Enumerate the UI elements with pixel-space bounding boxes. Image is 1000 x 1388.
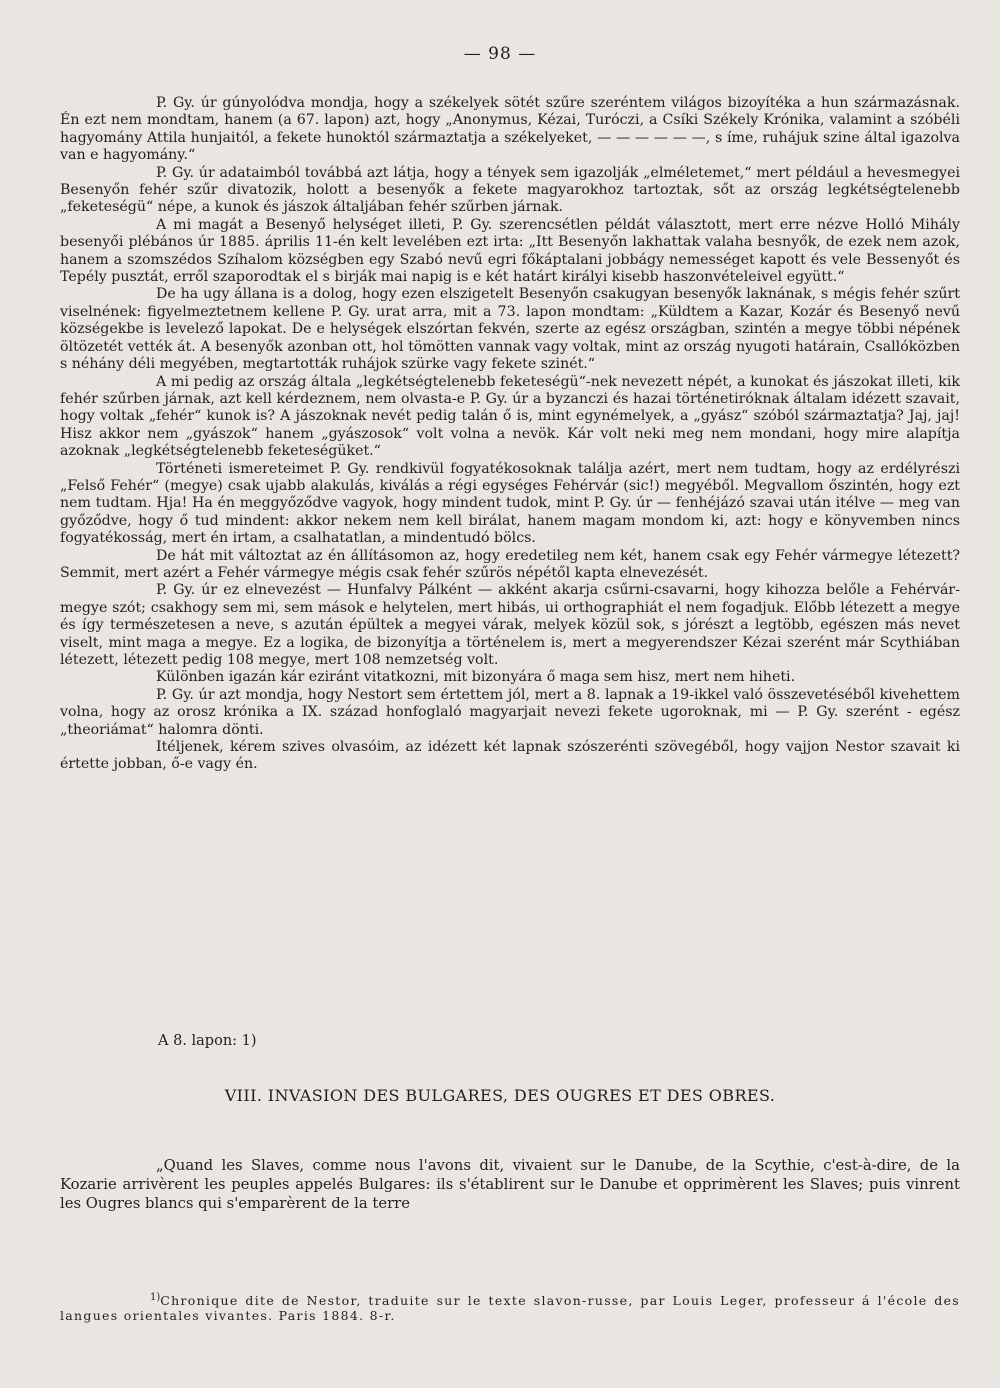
paragraph: P. Gy. úr azt mondja, hogy Nestort sem értettem jól, mert a 8. lapnak a 19-ikkel való összevetéséből kivehettem volna, hogy az orosz krónika a IX. század honfoglaló magyarjait nevezi fekete ugoroknak, mi — P. Gy. szerént - egész „theoriámat“ halomra dönti. (60, 686, 960, 738)
paragraph: P. Gy. úr ez elnevezést — Hunfalvy Pálként — akként akarja csűrni-csavarni, hogy kihozza belőle a Fehérvár-megye szót; csakhogy sem mi, sem mások e helytelen, mert hibás, ui orthographiát el nem fogadjuk. Előbb létezett a megye és így természetesen a neve, s azután épültek a megyei várak, melyek közül sok, s jórészt a legtöbb, egészen más nevet viselt, mint maga a megye. Ez a logika, de bizonyítja a történelem is, mert a megyerendszer Kézai szerént már Scythiában létezett, létezett pedig 108 megye, mert 108 nemzetség volt. (60, 582, 960, 668)
paragraph: De ha ugy állana is a dolog, hogy ezen elszigetelt Besenyőn csakugyan besenyők laknának, s mégis fehér szűrt viselnének: figyelmeztetnem kellene P. Gy. urat arra, mit a 73. lapon mondtam: „Küldtem a Kazar, Kozár és Besenyő nevű községekbe is levelező lapokat. De e helységek elszórtan fekvén, szerte az egész országban, szintén a megye többi népének öltözetét vették át. A besenyők azonban ott, hol tömötten vannak vagy voltak, mint az ország nyugoti határain, Csallóközben s néhány déli megyében, megtartották ruhájok szürke vagy fekete szinét.“ (60, 286, 960, 373)
french-paragraph: „Quand les Slaves, comme nous l'avons dit, vivaient sur le Danube, de la Scythie, c'est-à-dire, de la Kozarie arrivèrent les peuples appelés Bulgares: ils s'établirent sur le Danube et opprimèrent les Slaves; puis vinrent les Ougres blancs qui s'emparèrent de la terre (60, 1157, 960, 1212)
paragraph: A mi magát a Besenyő helységet illeti, P. Gy. szerencsétlen példát választott, mert erre nézve Holló Mihály besenyői plébános úr 1885. április 11-én kelt levelében ezt irta: „Itt Besenyőn lakhattak valaha besnyők, de ezek nem azok, hanem a szomszédos Szíhalom községben egy Szabó nevű egri főkáptalani jobbágy nemességet kapott és vele Bessenyőt és Tepély pusztát, erről szaporodtak el s birják mai napig is e két határt királyi kisebb haszonvételeivel együtt.“ (60, 216, 960, 286)
page-number: — 98 — (463, 44, 537, 64)
reference-text: A 8. lapon: (158, 1033, 238, 1049)
paragraph: A mi pedig az ország általa „legkétségtelenebb feketeségü“-nek nevezett népét, a kunokat és jászokat illeti, kik fehér szűrben járnak, azt kell kérdeznem, nem olvasta-e P. Gy. úr a byzanczi és hazai történetiróknak általam idézett szavait, hogy voltak „fehér“ kunok is? A jászoknak nevét pedig talán ő is, mint egynémelyek, a „gyász“ szóból származtatja? Jaj, jaj! Hisz akkor nem „gyászok“ hanem „gyászosok“ volt volna a nevök. Kár volt neki meg nem mondani, hogy mire alapítja azoknak „legkétségtelenebb feketeségüket.“ (60, 373, 960, 460)
reference-line (158, 1033, 257, 1049)
chapter-title: VIII. INVASION DES BULGARES, DES OUGRES ET DES OBRES. (224, 1086, 776, 1105)
paragraph: Itéljenek, kérem szives olvasóim, az idézett két lapnak szószerénti szövegéből, hogy vajjon Nestor szavait ki értette jobban, ő-e vagy én. (60, 739, 960, 773)
paragraph: Különben igazán kár eziránt vitatkozni, mit bizonyára ő maga sem hisz, mert nem hiheti. (156, 669, 796, 686)
footnote-text: Chronique dite de Nestor, traduite sur le texte slavon-russe, par Louis Leger, professeur á l'école des langues orientales vivantes. Paris 1884. 8-r. (60, 1293, 960, 1324)
paragraph: P. Gy. úr adataimból továbbá azt látja, hogy a tények sem igazolják „elméletemet,“ mert például a hevesmegyei Besenyőn fehér szűr divatozik, holott a besenyők a fekete magyarokhoz tartoztak, sőt az ország legkétségtelenebb „feketeségü“ népe, a kunok és jászok általjában fehér szűrben járnak. (60, 164, 960, 216)
paragraph: P. Gy. úr gúnyolódva mondja, hogy a székelyek sötét szűre szeréntem világos bizoyítéka a hun származásnak. Én ezt nem mondtam, hanem (a 67. lapon) azt, hogy „Anonymus, Kézai, Turóczi, a Csíki Székely Krónika, valamint a szóbéli hagyomány Attila hunjaitól, a fekete hunoktól származtatja a székelyeket, — — — — — —, s íme, ruhájuk szine által igazolva van e hagyomány.“ (60, 95, 960, 164)
paragraph: De hát mit változtat az én állításomon az, hogy eredetileg nem két, hanem csak egy Fehér vármegye létezett? Semmit, mert azért a Fehér vármegye mégis csak fehér szűrös népétől kapta elnevezését. (60, 547, 960, 581)
footnote-marker: 1) (150, 1292, 161, 1303)
paragraph: Történeti ismereteimet P. Gy. rendkivül fogyatékosoknak találja azért, mert nem tudtam, hogy az erdélyrészi „Felső Fehér“ (megye) csak ujabb alakulás, kiválás a régi egységes Fehérvár (sic!) megyéből. Megvallom őszintén, hogy ezt nem tudtam. Hja! Ha én meggyőződve vagyok, hogy mindent tudok, mint P. Gy. úr — fenhéjázó szavai után itélve — meg van győződve, hogy ő tud mindent: akkor nekem nem kell birálat, hanem magam mondom ki, azt: hogy e könyvemben nincs fogyatékosság, mert én irtam, a csalhatatlan, a mindentudó bölcs. (60, 460, 960, 547)
reference-marker: 1) (241, 1033, 257, 1049)
french-quote (60, 1156, 960, 1213)
footnote (60, 1290, 960, 1323)
main-text (60, 95, 960, 774)
